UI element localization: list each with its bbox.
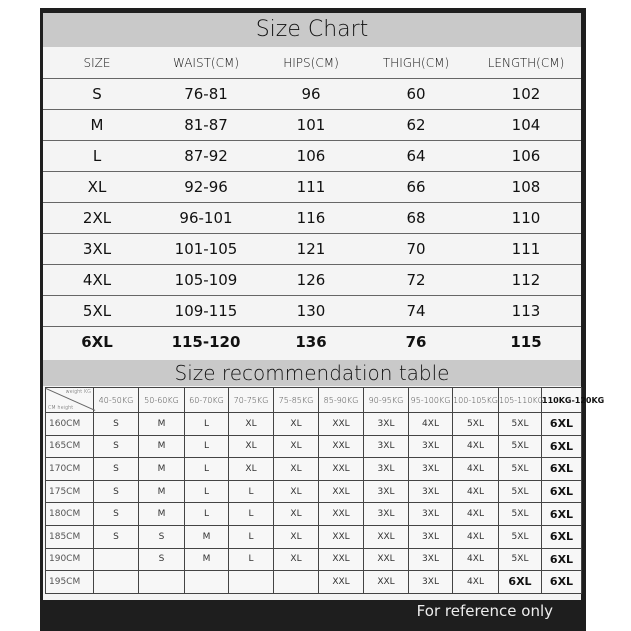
recommended-size-cell: 3XL: [409, 435, 453, 458]
size-chart-row: [43, 203, 581, 234]
corner-weight-label: weight KG: [65, 389, 91, 395]
size-chart-cell: M: [43, 110, 151, 141]
size-chart-cell: 60: [361, 79, 471, 110]
recommended-size-cell: 3XL: [364, 435, 409, 458]
recommended-size-cell: S: [94, 503, 139, 526]
recommended-size-cell: XL: [229, 458, 274, 481]
weight-header: 90-95KG: [364, 388, 409, 413]
size-chart-cell: 105-109: [151, 265, 261, 296]
recommended-size-cell: L: [229, 480, 274, 503]
size-chart-cell: 130: [261, 296, 361, 327]
recommended-size-cell: XXL: [364, 571, 409, 594]
weight-header: 105-110KG: [499, 388, 542, 413]
recommended-size-cell: 4XL: [453, 458, 499, 481]
recommended-size-cell: M: [139, 503, 185, 526]
size-chart-cell: 81-87: [151, 110, 261, 141]
recommended-size-cell: [229, 571, 274, 594]
recommended-size-cell: S: [94, 525, 139, 548]
recommended-size-cell: 6XL: [542, 435, 582, 458]
recommended-size-cell: 5XL: [499, 548, 542, 571]
recommended-size-cell: 4XL: [453, 435, 499, 458]
recommendation-row: [46, 480, 582, 503]
recommended-size-cell: 4XL: [453, 480, 499, 503]
size-chart-cell: 76-81: [151, 79, 261, 110]
weight-header: 95-100KG: [409, 388, 453, 413]
recommended-size-cell: XXL: [319, 458, 364, 481]
size-chart-cell: 111: [471, 234, 581, 265]
recommendation-row: [46, 435, 582, 458]
recommended-size-cell: M: [185, 525, 229, 548]
recommended-size-cell: 3XL: [409, 525, 453, 548]
recommended-size-cell: XL: [274, 548, 319, 571]
size-chart-cell: 101-105: [151, 234, 261, 265]
recommended-size-cell: S: [139, 525, 185, 548]
recommended-size-cell: S: [139, 548, 185, 571]
height-label: 175CM: [46, 480, 94, 503]
recommended-size-cell: M: [185, 548, 229, 571]
size-chart-row: [43, 234, 581, 265]
size-chart-cell: 66: [361, 172, 471, 203]
header-waist: WAIST(CM): [151, 47, 261, 79]
size-chart-cell: 6XL: [81, 333, 113, 351]
recommended-size-cell: 5XL: [499, 525, 542, 548]
recommended-size-cell: XL: [274, 525, 319, 548]
recommended-size-cell: 3XL: [409, 458, 453, 481]
recommendation-row: [46, 503, 582, 526]
recommended-size-cell: 3XL: [364, 413, 409, 436]
header-length: LENGTH(CM): [471, 47, 581, 79]
size-chart-cell: 112: [471, 265, 581, 296]
recommended-size-cell: 3XL: [409, 548, 453, 571]
size-chart-cell: L: [43, 141, 151, 172]
weight-header: 85-90KG: [319, 388, 364, 413]
size-chart-cell: 62: [361, 110, 471, 141]
size-chart-cell: 87-92: [151, 141, 261, 172]
size-chart-cell: 109-115: [151, 296, 261, 327]
recommended-size-cell: XL: [274, 435, 319, 458]
size-chart-cell: 111: [261, 172, 361, 203]
size-chart-cell: S: [43, 79, 151, 110]
recommended-size-cell: 4XL: [453, 548, 499, 571]
recommended-size-cell: L: [185, 480, 229, 503]
recommended-size-cell: XXL: [364, 525, 409, 548]
recommended-size-cell: [94, 571, 139, 594]
recommended-size-cell: XL: [274, 413, 319, 436]
size-chart-cell: 92-96: [151, 172, 261, 203]
recommended-size-cell: L: [185, 458, 229, 481]
header-thigh: THIGH(CM): [361, 47, 471, 79]
recommended-size-cell: 6XL: [542, 548, 582, 571]
recommendation-table: [45, 387, 605, 594]
recommended-size-cell: XXL: [319, 525, 364, 548]
recommended-size-cell: L: [185, 435, 229, 458]
recommended-size-cell: 4XL: [453, 525, 499, 548]
size-chart-row: [43, 141, 581, 172]
recommended-size-cell: [274, 571, 319, 594]
size-chart-cell: 96: [261, 79, 361, 110]
recommendation-row: [46, 458, 582, 481]
weight-header: 75-85KG: [274, 388, 319, 413]
size-chart-cell: 136: [295, 333, 327, 351]
size-chart-row: [43, 265, 581, 296]
size-chart-header-row: [43, 47, 581, 79]
recommended-size-cell: XXL: [319, 548, 364, 571]
recommended-size-cell: 5XL: [499, 480, 542, 503]
recommended-size-cell: L: [185, 503, 229, 526]
size-chart-cell: 110: [471, 203, 581, 234]
size-chart-cell: 106: [261, 141, 361, 172]
size-chart-cell: 96-101: [151, 203, 261, 234]
recommended-size-cell: 5XL: [499, 435, 542, 458]
recommended-size-cell: XXL: [319, 571, 364, 594]
recommended-size-cell: S: [94, 413, 139, 436]
height-label: 180CM: [46, 503, 94, 526]
weight-header: 100-105KG: [453, 388, 499, 413]
recommended-size-cell: 3XL: [409, 571, 453, 594]
recommended-size-cell: [94, 548, 139, 571]
recommended-size-cell: 3XL: [364, 480, 409, 503]
size-chart-cell: 113: [471, 296, 581, 327]
recommended-size-cell: XXL: [319, 435, 364, 458]
recommended-size-cell: 5XL: [453, 413, 499, 436]
recommended-size-cell: S: [94, 480, 139, 503]
size-chart-cell: 115-120: [171, 333, 241, 351]
size-chart-cell: 72: [361, 265, 471, 296]
recommended-size-cell: 3XL: [364, 458, 409, 481]
size-chart-cell: 108: [471, 172, 581, 203]
recommended-size-cell: 3XL: [364, 503, 409, 526]
recommended-size-cell: XXL: [319, 413, 364, 436]
recommendation-header-row: [46, 388, 582, 413]
recommended-size-cell: L: [185, 413, 229, 436]
weight-header: 70-75KG: [229, 388, 274, 413]
size-chart-cell: 121: [261, 234, 361, 265]
height-label: 160CM: [46, 413, 94, 436]
recommended-size-cell: 4XL: [453, 571, 499, 594]
size-chart-cell: 104: [471, 110, 581, 141]
recommended-size-cell: M: [139, 435, 185, 458]
recommended-size-cell: L: [229, 548, 274, 571]
recommended-size-cell: [185, 571, 229, 594]
size-chart-row: [43, 172, 581, 203]
recommendation-row: [46, 525, 582, 548]
size-chart-cell: 5XL: [43, 296, 151, 327]
size-chart-cell: 102: [471, 79, 581, 110]
size-chart-cell: XL: [43, 172, 151, 203]
height-label: 185CM: [46, 525, 94, 548]
recommended-size-cell: 6XL: [542, 413, 582, 436]
recommended-size-cell: XL: [229, 413, 274, 436]
recommendation-row: [46, 548, 582, 571]
height-label: 195CM: [46, 571, 94, 594]
size-chart-cell: 116: [261, 203, 361, 234]
size-chart-cell: 76: [405, 333, 427, 351]
corner-height-label: CM height: [48, 405, 74, 411]
weight-header: 50-60KG: [139, 388, 185, 413]
header-size: SIZE: [43, 47, 151, 79]
recommendation-title: Size recommendation table: [43, 360, 581, 386]
recommended-size-cell: 6XL: [542, 525, 582, 548]
recommended-size-cell: XXL: [364, 548, 409, 571]
recommended-size-cell: 6XL: [499, 571, 542, 594]
height-label: 170CM: [46, 458, 94, 481]
recommendation-row: [46, 571, 582, 594]
recommended-size-cell: M: [139, 413, 185, 436]
recommended-size-cell: S: [94, 435, 139, 458]
recommended-size-cell: L: [229, 503, 274, 526]
recommended-size-cell: 3XL: [409, 503, 453, 526]
recommended-size-cell: XL: [274, 458, 319, 481]
header-hips: HIPS(CM): [261, 47, 361, 79]
size-chart-table: [43, 47, 581, 357]
recommended-size-cell: 4XL: [453, 503, 499, 526]
weight-header: 60-70KG: [185, 388, 229, 413]
size-chart-cell: 101: [261, 110, 361, 141]
size-chart-title: Size Chart: [43, 13, 581, 47]
size-chart-row: [43, 79, 581, 110]
recommended-size-cell: XXL: [319, 503, 364, 526]
size-chart-cell: 3XL: [43, 234, 151, 265]
size-chart-cell: 64: [361, 141, 471, 172]
size-chart-cell: 106: [471, 141, 581, 172]
recommended-size-cell: 5XL: [499, 458, 542, 481]
recommended-size-cell: [139, 571, 185, 594]
recommended-size-cell: 5XL: [499, 413, 542, 436]
recommended-size-cell: XL: [274, 480, 319, 503]
recommended-size-cell: M: [139, 458, 185, 481]
height-label: 190CM: [46, 548, 94, 571]
size-chart-cell: 4XL: [43, 265, 151, 296]
size-chart-cell: 126: [261, 265, 361, 296]
height-label: 165CM: [46, 435, 94, 458]
recommended-size-cell: L: [229, 525, 274, 548]
recommended-size-cell: 6XL: [542, 571, 582, 594]
recommended-size-cell: 4XL: [409, 413, 453, 436]
footer-note: For reference only: [416, 602, 553, 620]
weight-header: 110KG-120KG: [542, 388, 582, 413]
size-chart-row: [43, 110, 581, 141]
footer-bar: [43, 600, 581, 631]
corner-cell: [46, 388, 94, 413]
size-chart-cell: 115: [510, 333, 542, 351]
recommended-size-cell: XL: [274, 503, 319, 526]
recommended-size-cell: 5XL: [499, 503, 542, 526]
size-chart-cell: 68: [361, 203, 471, 234]
recommended-size-cell: S: [94, 458, 139, 481]
size-chart-cell: 2XL: [43, 203, 151, 234]
recommended-size-cell: 3XL: [409, 480, 453, 503]
recommended-size-cell: 6XL: [542, 458, 582, 481]
recommended-size-cell: XXL: [319, 480, 364, 503]
recommended-size-cell: XL: [229, 435, 274, 458]
size-chart-cell: 74: [361, 296, 471, 327]
recommended-size-cell: M: [139, 480, 185, 503]
recommended-size-cell: 6XL: [542, 503, 582, 526]
size-chart-row: [43, 327, 581, 358]
recommendation-row: [46, 413, 582, 436]
size-chart-row: [43, 296, 581, 327]
recommended-size-cell: 6XL: [542, 480, 582, 503]
weight-header: 40-50KG: [94, 388, 139, 413]
size-chart-cell: 70: [361, 234, 471, 265]
